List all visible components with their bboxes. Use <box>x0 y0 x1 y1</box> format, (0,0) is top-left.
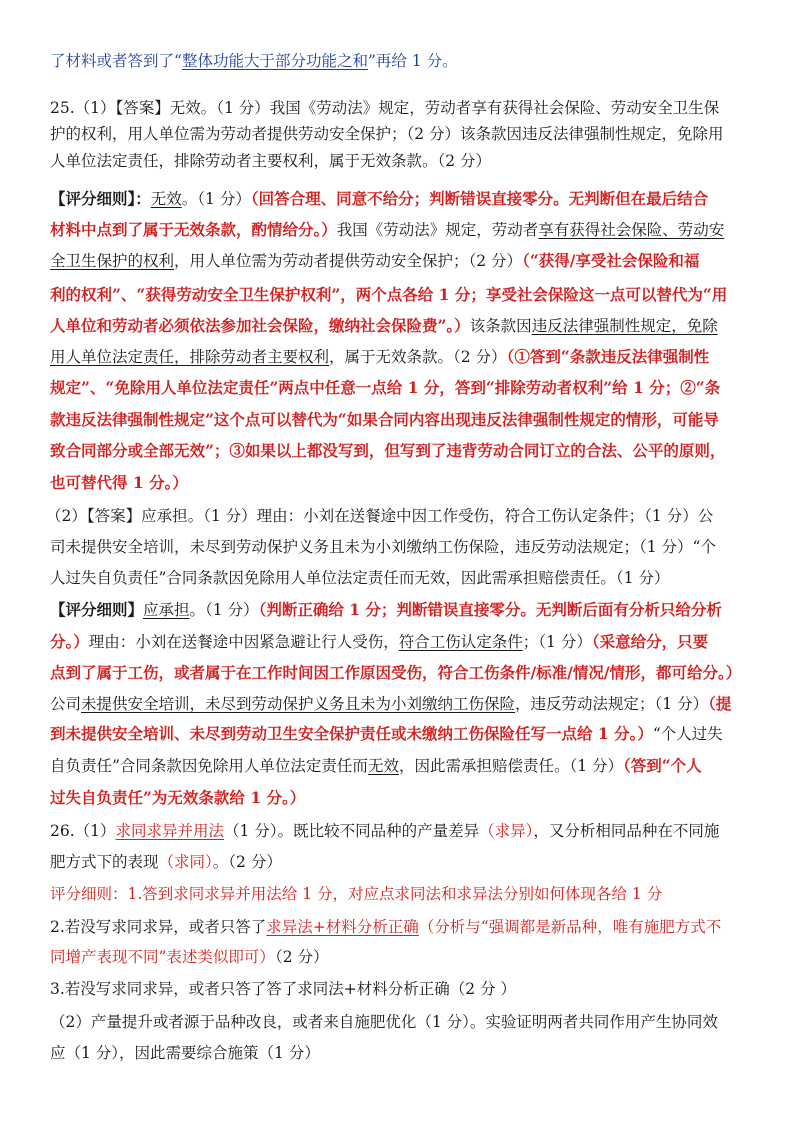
text-segment: 。（2 分） <box>212 853 282 871</box>
text-segment: 【评分细则】 <box>50 600 144 619</box>
text-segment: 该条款因 <box>469 317 532 335</box>
text-line <box>50 315 760 337</box>
text-segment: 3.若没写求同求异，或者只答了答了求同法+材料分析正确（2 分 ） <box>50 980 516 998</box>
text-segment: 整体功能大于部分功能之和 <box>181 52 368 70</box>
text-line <box>50 755 760 777</box>
text-segment: 未提供安全培训，未尽到劳动保护义务且未为小刘缴纳工伤保险 <box>81 695 516 713</box>
text-line <box>50 946 760 968</box>
text-segment: 25.（1）【答案】无效。（1 分）我国《劳动法》规定，劳动者享有获得社会保险、劳动安全卫生保 <box>50 99 720 117</box>
text-segment: 人单位和劳动者必须依法参加社会保险，缴纳社会保险费”。） <box>50 316 470 335</box>
text-segment: （2 分） <box>274 948 329 966</box>
text-segment: 求同求异并用法 <box>115 822 225 840</box>
text-segment: （回答合理、同意不给分；判断错误直接零分。无判断但在最后结合 <box>250 189 709 208</box>
text-line <box>50 883 760 905</box>
text-segment: 过失自负责任”为无效条款给 1 分。） <box>50 788 306 807</box>
text-segment: 。（1 分） <box>181 190 251 208</box>
text-segment: 享有获得社会保险、劳动安 <box>538 221 725 239</box>
text-line <box>50 599 760 621</box>
text-segment: 也可替代得 1 分。） <box>50 473 188 492</box>
text-segment: （分析与“强调都是新品种，唯有施肥方式不 <box>418 918 722 936</box>
text-line <box>50 409 760 431</box>
text-line <box>50 346 760 368</box>
text-line <box>50 377 760 399</box>
text-line <box>50 284 760 306</box>
text-segment: （①答到“条款违反法律强制性 <box>506 347 710 366</box>
text-segment: ，又分析相同品种在不同施 <box>533 822 720 840</box>
text-segment: 无效 <box>150 190 182 208</box>
text-segment: 理由：小刘在送餐途中因紧急避让行人受伤， <box>88 633 399 651</box>
text-segment: 款违反法律强制性规定”这个点可以替代为“如果合同内容出现违反法律强制性规定的情形，可能导 <box>50 410 719 429</box>
text-segment: 致合同部分或全部无效”；③如果以上都没写到，但写到了违背劳动合同订立的合法、公平的原则， <box>50 441 726 460</box>
text-line <box>50 820 760 842</box>
text-segment: 用人单位法定责任，排除劳动者主要权利 <box>50 348 330 366</box>
text-segment: 评分细则：1.答到求同求异并用法给 1 分，对应点求同法和求异法分别如何体现各给 1 分 <box>50 885 663 903</box>
text-segment: ；（1 分） <box>522 633 592 651</box>
text-line <box>50 978 760 1000</box>
text-line <box>50 150 760 172</box>
text-segment: 2.若没写求同求异，或者只答了 <box>50 918 267 936</box>
text-line <box>50 219 760 241</box>
text-segment: 我国《劳动法》规定，劳动者 <box>336 221 539 239</box>
text-line <box>50 472 760 494</box>
text-segment: ，属于无效条款。（2 分） <box>329 348 507 366</box>
text-segment: （判断正确给 1 分；判断错误直接零分。无判断后面有分析只给分析 <box>258 600 722 619</box>
text-segment: （求异） <box>479 822 534 840</box>
text-line <box>50 250 760 272</box>
text-segment: 规定”、“免除用人单位法定责任”两点中任意一点给 1 分，答到“排除劳动者权利”给 1 分；②“条 <box>50 378 721 397</box>
text-line <box>50 536 760 558</box>
text-segment: 肥方式下的表现 <box>50 853 159 871</box>
text-segment: ，用人单位需为劳动者提供劳动安全保护；（2 分） <box>174 252 523 270</box>
text-line <box>50 631 760 653</box>
text-segment: ，因此需承担赔偿责任。（1 分） <box>398 757 623 775</box>
text-segment: ”再给 1 分。 <box>367 52 458 70</box>
text-line <box>50 97 760 119</box>
text-segment: “个人过失 <box>652 725 723 743</box>
text-segment: 自负责任”合同条款因免除用人单位法定责任而 <box>50 757 368 775</box>
text-segment: 符合工伤认定条件 <box>398 633 523 651</box>
text-segment: 违反法律强制性规定，免除 <box>531 317 718 335</box>
text-segment: （1 分）。既比较不同品种的产量差异 <box>224 822 480 840</box>
text-segment: 无效 <box>367 757 399 775</box>
text-segment: 利的权利”、“获得劳动安全卫生保护权利”，两个点各给 1 分；享受社会保险这一点可以替代为“用 <box>50 285 728 304</box>
text-segment: （求同） <box>158 853 213 871</box>
text-line <box>50 440 760 462</box>
text-segment: 了材料或者答到了“ <box>50 52 182 70</box>
text-segment: 同增产表现不同”表述类似即可） <box>50 948 275 966</box>
text-segment: 分。） <box>50 632 89 651</box>
text-segment: 材料中点到了属于无效条款，酌情给分。） <box>50 220 337 239</box>
text-segment: （答到“个人 <box>623 756 702 775</box>
text-line <box>50 851 760 873</box>
text-segment: 。（1 分） <box>189 601 259 619</box>
text-segment: 司未提供安全培训，未尽到劳动保护义务且未为小刘缴纳工伤保险，违反劳动法规定；（1 分）“个 <box>50 538 716 556</box>
text-segment: 全卫生保护的权利 <box>50 252 175 270</box>
text-line <box>50 723 760 745</box>
text-segment: 应（1 分），因此需要综合施策（1 分） <box>50 1044 320 1062</box>
text-segment: 点到了属于工伤，或者属于在工作时间因工作原因受伤，符合工伤条件/标准/情况/情形，都可给分。） <box>50 663 742 682</box>
text-line <box>50 787 760 809</box>
text-line <box>50 662 760 684</box>
text-segment: （提 <box>708 694 732 713</box>
text-segment: 求异法+材料分析正确 <box>266 918 419 936</box>
text-segment: 护的权利，用人单位需为劳动者提供劳动安全保护；（2 分）该条款因违反法律强制性规定，免除用 <box>50 125 724 143</box>
text-segment: 人过失自负责任”合同条款因免除用人单位法定责任而无效，因此需承担赔偿责任。（1 分） <box>50 569 670 587</box>
text-segment: 【评分细则】： <box>50 189 151 208</box>
text-line <box>50 123 760 145</box>
text-segment: 26.（1） <box>50 822 116 840</box>
text-line <box>50 50 760 72</box>
text-line <box>50 916 760 938</box>
text-segment: 应承担 <box>143 601 190 619</box>
text-segment: ，违反劳动法规定；（1 分） <box>515 695 709 713</box>
text-segment: 公司 <box>50 695 82 713</box>
text-line <box>46 505 756 527</box>
text-line <box>50 567 760 589</box>
text-line <box>50 1011 760 1033</box>
text-segment: （“获得/享受社会保险和福 <box>522 251 700 270</box>
text-segment: （2）【答案】应承担。（1 分）理由：小刘在送餐途中因工作受伤，符合工伤认定条件；（1 分）公 <box>46 507 714 525</box>
text-segment: （采意给分，只要 <box>591 632 709 651</box>
text-line <box>50 693 760 715</box>
text-line <box>50 188 760 210</box>
text-line <box>50 1042 760 1064</box>
text-segment: 人单位法定责任，排除劳动者主要权利，属于无效条款。（2 分） <box>50 152 492 170</box>
text-segment: 到未提供安全培训、未尽到劳动卫生安全保护责任或未缴纳工伤保险任写一点给 1 分。） <box>50 724 653 743</box>
text-segment: （2）产量提升或者源于品种改良，或者来自施肥优化（1 分）。实验证明两者共同作用产生协同效 <box>50 1013 718 1031</box>
